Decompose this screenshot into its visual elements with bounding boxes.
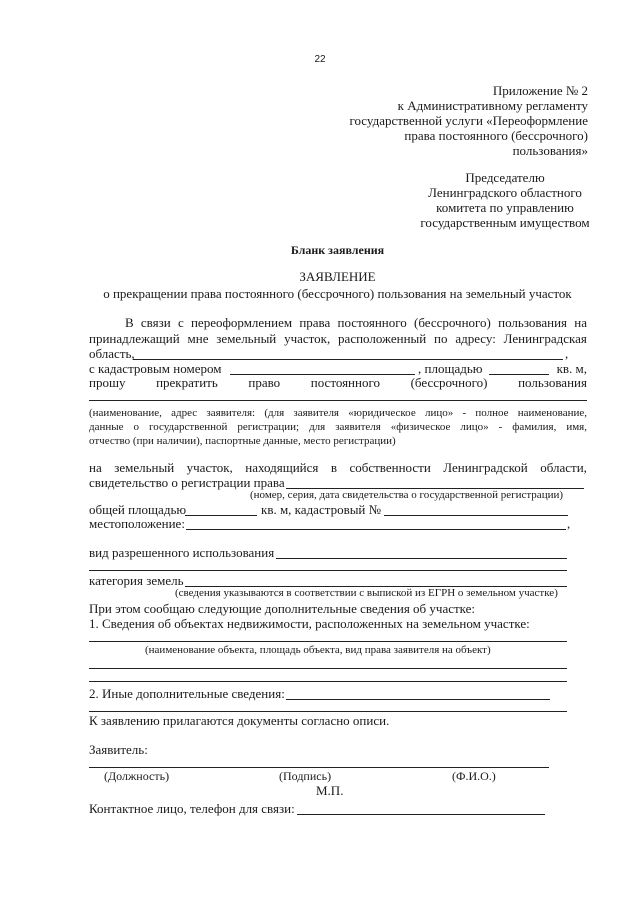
signature-caption: (Подпись) xyxy=(279,769,332,783)
addressee-block xyxy=(400,170,610,230)
body-line-6: на земельный участок, находящийся в собственности Ленинградской области, xyxy=(89,460,587,475)
contact-label: Контактное лицо, телефон для связи: xyxy=(89,801,295,816)
permitted-use-label: вид разрешенного использования xyxy=(89,545,275,560)
certificate-label: свидетельство о регистрации права xyxy=(89,475,285,490)
body-line-5: прошу прекратить право постоянного (бессрочного) пользования xyxy=(89,375,587,390)
appendix-line: государственной услуги «Переоформление xyxy=(349,113,588,128)
addressee-line: комитета по управлению xyxy=(436,200,574,215)
page-number: 22 xyxy=(314,54,326,65)
location-field[interactable] xyxy=(186,529,566,530)
body-line-1: В связи с переоформлением права постоянного (бессрочного) пользования на xyxy=(125,315,587,330)
other-info-field-2[interactable] xyxy=(89,711,567,712)
appendix-line: к Административному регламенту xyxy=(397,98,588,113)
real-estate-field[interactable] xyxy=(89,641,567,642)
certificate-note: (номер, серия, дата свидетельства о государственной регистрации) xyxy=(250,489,564,501)
real-estate-note: (наименование объекта, площадь объекта, вид права заявителя на объект) xyxy=(145,644,491,656)
total-area-label: общей площадью xyxy=(89,502,187,517)
cadastral-no-field[interactable] xyxy=(384,515,568,516)
addressee-line: государственным имуществом xyxy=(420,215,590,230)
comma: , xyxy=(565,346,569,361)
additional-info-intro: При этом сообщаю следующие дополнительные сведения об участке: xyxy=(89,601,476,616)
permitted-use-field-2[interactable] xyxy=(89,570,567,571)
form-title: Бланк заявления xyxy=(290,243,385,257)
real-estate-info-label: 1. Сведения об объектах недвижимости, расположенных на земельном участке: xyxy=(89,616,530,631)
appendix-block xyxy=(349,83,588,158)
region-address-field[interactable] xyxy=(133,359,563,360)
permitted-use-field[interactable] xyxy=(276,558,567,559)
real-estate-field-2[interactable] xyxy=(89,668,567,669)
other-info-label: 2. Иные дополнительные сведения: xyxy=(89,686,285,701)
appendix-line: права постоянного (бессрочного) xyxy=(404,128,588,143)
real-estate-field-3[interactable] xyxy=(89,681,567,682)
other-info-field[interactable] xyxy=(286,699,550,700)
attachments-note: К заявлению прилагаются документы согласно описи. xyxy=(89,713,390,728)
cadastral-label: с кадастровым номером xyxy=(89,361,222,376)
position-caption: (Должность) xyxy=(104,769,170,783)
area-unit: кв. м, xyxy=(556,361,587,376)
location-label: местоположение: xyxy=(89,516,185,531)
applicant-label: Заявитель: xyxy=(89,742,148,757)
area-label: , площадью xyxy=(418,361,483,376)
body-line-2: принадлежащий мне земельный участок, расположенный по адресу: Ленинградская xyxy=(89,331,587,346)
total-area-field[interactable] xyxy=(185,515,257,516)
applicant-note: (наименование, адрес заявителя: (для заявителя «юридическое лицо» - полное наименование, данные о государственной регистрации; для заявителя «физическое лицо» - фамилия, имя, отчество (при наличии), паспортные данные, место регистрации) xyxy=(89,407,587,447)
document-subheading: о прекращении права постоянного (бессрочного) пользования на земельный участок xyxy=(103,286,572,301)
signature-line[interactable] xyxy=(89,767,549,768)
addressee-line: Ленинградского областного xyxy=(428,185,582,200)
name-caption: (Ф.И.О.) xyxy=(452,769,496,783)
comma: , xyxy=(567,516,571,531)
land-category-note: (сведения указываются в соответствии с выпиской из ЕГРН о земельном участке) xyxy=(175,587,558,599)
contact-field[interactable] xyxy=(297,814,545,815)
stamp-place: М.П. xyxy=(316,783,344,798)
applicant-field[interactable] xyxy=(89,400,587,401)
appendix-line: Приложение № 2 xyxy=(492,83,588,98)
region-label: область, xyxy=(89,346,135,361)
cadastral-no-label: кв. м, кадастровый № xyxy=(261,502,382,517)
document-heading: ЗАЯВЛЕНИЕ xyxy=(299,269,376,284)
land-category-label: категория земель xyxy=(89,573,184,588)
addressee-line: Председателю xyxy=(465,170,545,185)
appendix-line: пользования» xyxy=(512,143,588,158)
